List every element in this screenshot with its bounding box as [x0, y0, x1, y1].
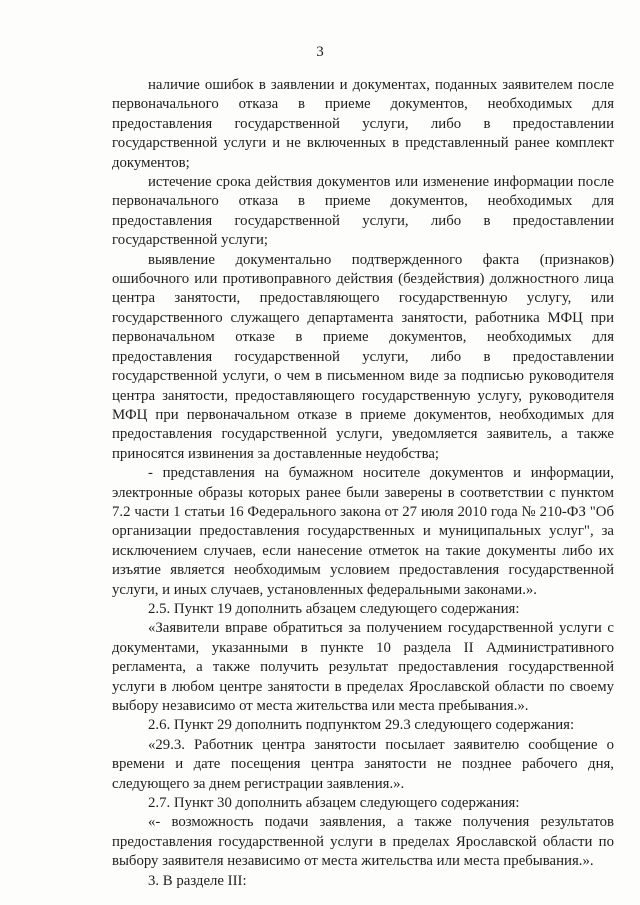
paragraph: 2.7. Пункт 30 дополнить абзацем следующего содержания: — [148, 795, 520, 812]
paragraph: «Заявители вправе обратиться за получением государственной услуги с документами, указанными в пункте 10 раздела II Административного регламента, а также получить результат предоставления государственной услуги в любом центре занятости в пределах Ярославской области по своему выбору независимо от места жительства или места пребывания.». — [112, 620, 614, 714]
paragraph: 2.5. Пункт 19 дополнить абзацем следующего содержания: — [148, 600, 520, 617]
paragraph: 3. В разделе III: — [148, 872, 247, 889]
paragraph: истечение срока действия документов или изменение информации после первоначального отказа в приеме документов, необходимых для предоставления государственной услуги, либо в предоставлении государственной услуги; — [112, 174, 614, 249]
paragraph: «29.3. Работник центра занятости посылает заявителю сообщение о времени и дате посещения центра занятости не позднее рабочего дня, следующего за днем регистрации заявления.». — [112, 736, 614, 792]
paragraph: наличие ошибок в заявлении и документах, поданных заявителем после первоначального отказа в приеме документов, необходимых для предоставления государственной услуги, либо в предоставлении государственной услуги и не включенных в представленный ранее комплект документов; — [112, 77, 614, 171]
paragraph: 2.6. Пункт 29 дополнить подпунктом 29.3 следующего содержания: — [148, 717, 575, 734]
paragraph: «- возможность подачи заявления, а также получения результатов предоставления государственной услуги в пределах Ярославской области по выбору заявителя независимо от места жительства или места пребывания.». — [112, 814, 614, 870]
page-number: 3 — [316, 44, 324, 60]
document-body — [112, 76, 614, 891]
paragraph: выявление документально подтвержденного факта (признаков) ошибочного или противоправного действия (бездействия) должностного лица центра занятости, предоставляющего государственную услугу, или государственного служащего департамента занятости, работника МФЦ при первоначальном отказе в приеме документов, необходимых для предоставления государственной услуги, либо в предоставлении государственной услуги, о чем в письменном виде за подписью руководителя центра занятости, предоставляющего государственную услугу, руководителя МФЦ при первоначальном отказе в приеме документов, необходимых для предоставления государственной услуги, уведомляется заявитель, а также приносятся извинения за доставленные неудобства; — [112, 251, 614, 462]
paragraph: - представления на бумажном носителе документов и информации, электронные образы которых ранее были заверены в соответствии с пунктом 7.2 части 1 статьи 16 Федерального закона от 27 июля 2010 года № 210-ФЗ "Об организации предоставления государственных и муниципальных услуг", за исключением случаев, если нанесение отметок на такие документы либо их изъятие является необходимым условием предоставления государственной услуги, и иных случаев, установленных федеральными законами.». — [112, 465, 614, 598]
